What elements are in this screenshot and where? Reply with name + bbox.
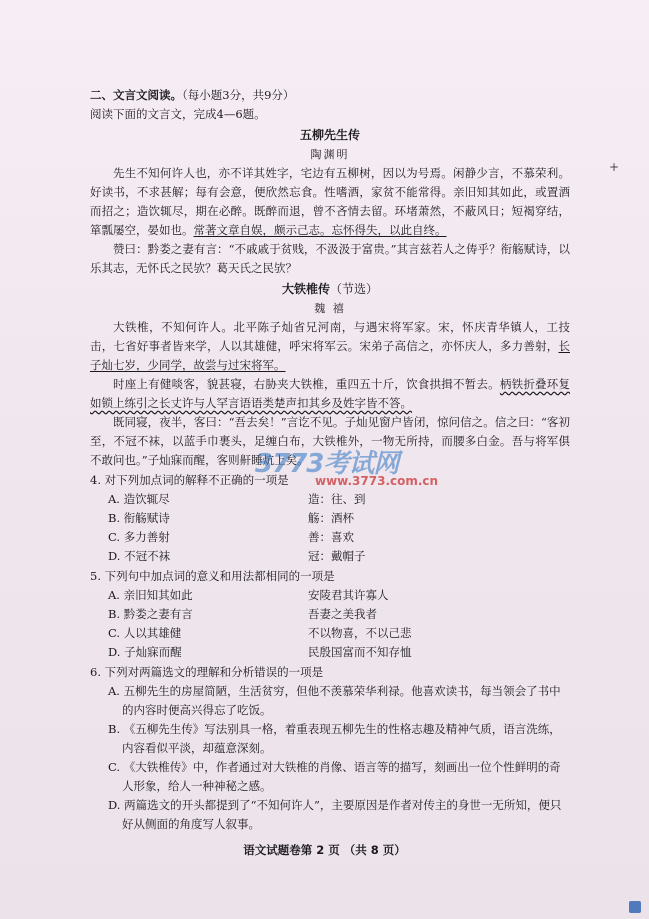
question-5 [90,567,570,662]
text2-wavy-underlined-passage: 柄铁折叠环复如锁上练引之长丈许与人罕言语语类楚声扣其乡及姓字皆不答。 [90,377,571,410]
text2-underlined-sentence: 长子灿七岁，少同学，故尝与过宋将军。 [90,339,570,372]
question-4-option: A. 造饮辄尽 造：往、到 [108,492,366,506]
text1-underlined-sentence: 常著文章自娱，颇示己志。忘怀得失，以此自终。 [193,223,447,237]
corner-logo-icon [629,901,641,913]
section-title: 二、文言文阅读。 [90,88,182,102]
question-5-option: B. 黔娄之妻有言 吾妻之美我者 [108,607,377,621]
question-6-option: C. 《大铁椎传》中，作者通过对大铁椎的肖像、语言等的描写，刻画出一位个性鲜明的奇人形象，给人一种神秘之感。 [108,760,561,793]
text1-paragraph-2: 赞曰：黔娄之妻有言：“不戚戚于贫贱，不汲汲于富贵。”其言兹若人之俦乎？衔觞赋诗，以乐其志，无怀氏之民欤？葛天氏之民欤？ [90,242,570,275]
text2-author: 魏 禧 [314,302,346,315]
watermark-url: www.3773.com.cn [315,474,439,488]
text2-title: 大铁椎传（节选） [281,282,379,296]
question-6-option: D. 两篇选文的开头都提到了“不知何许人”，主要原因是作者对传主的身世一无所知，便只好从侧面的角度写人叙事。 [108,798,562,831]
question-6-option: A. 五柳先生的房屋简陋，生活贫穷，但他不羡慕荣华利禄。他喜欢读书，每当领会了书中的内容时便高兴得忘了吃饭。 [108,684,561,717]
question-6-option: B. 《五柳先生传》写法别具一格，着重表现五柳先生的性格志趣及精神气质，语言洗练，内容看似平淡，却蕴意深刻。 [108,722,561,755]
text1-title: 五柳先生传 [299,128,360,142]
text1-paragraph-1: 先生不知何许人也，亦不详其姓字，宅边有五柳树，因以为号焉。闲静少言，不慕荣利。好读书，不求甚解；每有会意，便欣然忘食。性嗜酒，家贫不能常得。亲旧知其如此，或置酒而招之；造饮辄尽，期在必醉。既醉而退，曾不吝情去留。环堵萧然，不蔽风日；短褐穿结，箪瓢屡空，晏如也。常著文章自娱，颇示己志。忘怀得失，以此自终。 [90,166,570,237]
text1-author: 陶渊明 [310,148,350,161]
question-6 [90,663,570,834]
question-4-option: B. 衔觞赋诗 觞：酒杯 [108,511,354,525]
question-4-option: D. 不冠不袜 冠：戴帽子 [108,549,366,563]
question-6-stem: 6. 下列对两篇选文的理解和分析错误的一项是 [90,665,324,679]
question-5-option: A. 亲旧知其如此 安陵君其许寡人 [108,588,389,602]
question-4-stem: 4. 对下列加点词的解释不正确的一项是 [90,473,289,487]
question-4-option: C. 多力善射 善：喜欢 [108,530,354,544]
registration-mark: + [608,160,619,174]
question-5-stem: 5. 下列句中加点词的意义和用法都相同的一项是 [90,569,335,583]
page-footer: 语文试题卷第 2 页 （共 8 页） [243,843,406,857]
section-instruction: 阅读下面的文言文，完成4—6题。 [90,107,266,121]
text2-paragraph-2: 时座上有健啖客，貌甚寝，右胁夹大铁椎，重四五十斤，饮食拱揖不暂去。柄铁折叠环复如锁上练引之长丈许与人罕言语语类楚声扣其乡及姓字皆不答。 [90,377,571,410]
text2-paragraph-1: 大铁椎，不知何许人。北平陈子灿省兄河南，与遇宋将军家。宋，怀庆青华镇人，工技击，七省好事者皆来学，人以其雄健，呼宋将军云。宋弟子高信之，亦怀庆人，多力善射，长子灿七岁，少同学，故尝与过宋将军。 [90,320,570,372]
section-note: （每小题3分，共9分） [182,88,295,102]
question-5-option: C. 人以其雄健 不以物喜，不以己悲 [108,626,412,640]
site-watermark [255,443,438,488]
text2-paragraph-3: 既同寝，夜半，客曰：“吾去矣！”言讫不见。子灿见窗户皆闭，惊问信之。信之曰：“客初至，不冠不袜，以蓝手巾裹头，足缠白布，大铁椎外，一物无所持，而腰多白金。吾与将军俱不敢问也。”子灿寐而醒，客则鼾睡炕上矣。 [90,415,570,467]
watermark-brand: 3773考试网 [255,449,399,479]
text2-subtitle: （节选） [330,282,379,296]
question-5-option: D. 子灿寐而醒 民殷国富而不知存恤 [108,645,412,659]
